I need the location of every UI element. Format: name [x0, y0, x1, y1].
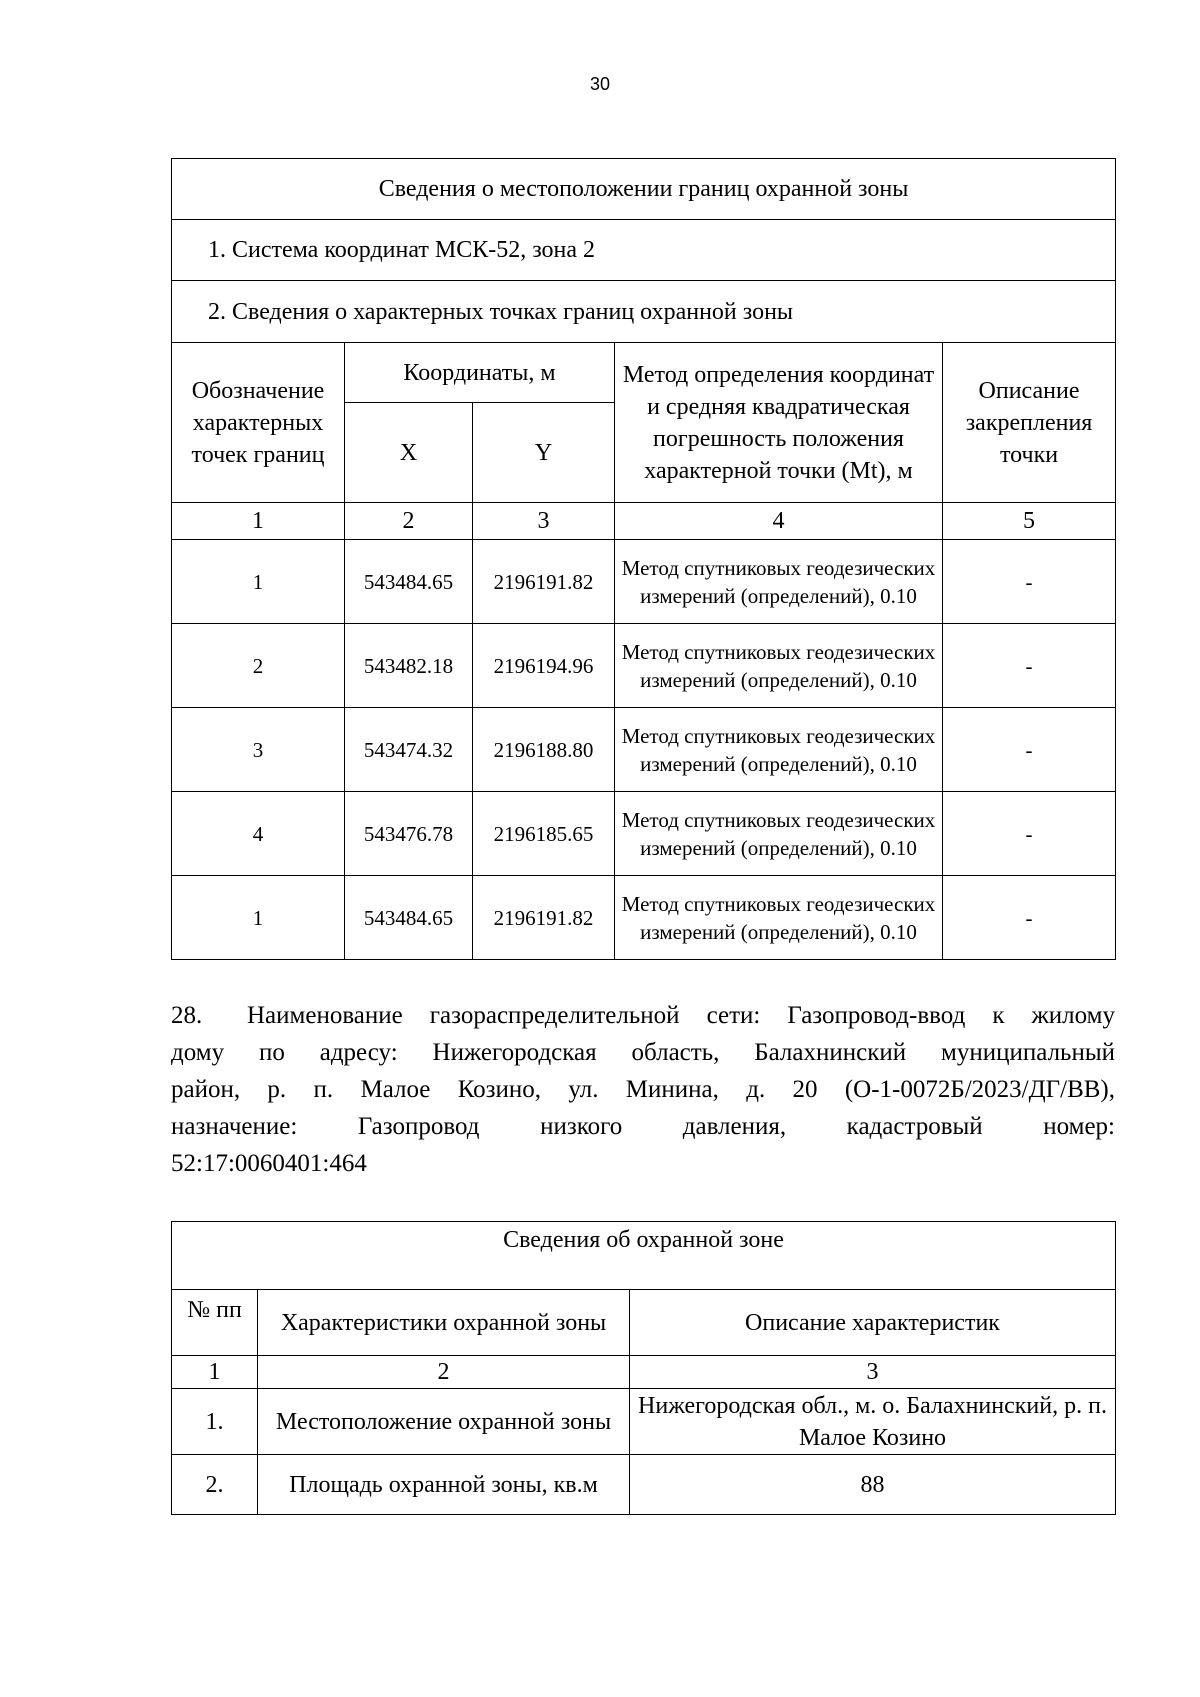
table-row: [172, 708, 1116, 792]
coord-system: 1. Система координат МСК-52, зона 2: [172, 220, 1116, 281]
paragraph-line: дому по адресу: Нижегородская область, Балахнинский муниципальный: [171, 1039, 1115, 1066]
point-x: 543482.18: [345, 624, 473, 708]
network-description-paragraph: [171, 997, 1115, 1182]
row-description: Нижегородская обл., м. о. Балахнинский, р. п. Малое Козино: [630, 1389, 1116, 1455]
page-number: 30: [589, 74, 611, 94]
point-method: Метод спутниковых геодезических измерений (определений), 0.10: [615, 540, 943, 624]
point-desc: -: [943, 876, 1116, 960]
table-row: [172, 876, 1116, 960]
point-method: Метод спутниковых геодезических измерений (определений), 0.10: [615, 624, 943, 708]
table2-title: Сведения об охранной зоне: [172, 1222, 1116, 1290]
protection-zone-table: [171, 1221, 1116, 1515]
table1-title: Сведения о местоположении границ охранной зоны: [172, 159, 1116, 220]
col-designation: Обозначение характерных точек границ: [172, 343, 345, 503]
col-method: Метод определения координат и средняя квадратическая погрешность положения характерной точки (Mt), м: [615, 343, 943, 503]
point-y: 2196188.80: [473, 708, 615, 792]
point-id: 3: [172, 708, 345, 792]
col-no: № пп: [172, 1290, 258, 1356]
point-method: Метод спутниковых геодезических измерений (определений), 0.10: [615, 792, 943, 876]
table-row: [172, 792, 1116, 876]
point-desc: -: [943, 792, 1116, 876]
point-x: 543484.65: [345, 540, 473, 624]
paragraph-line: район, р. п. Малое Козино, ул. Минина, д. 20 (О-1-0072Б/2023/ДГ/ВВ),: [171, 1076, 1115, 1103]
col-y: Y: [473, 403, 615, 503]
col-number: 3: [473, 503, 615, 540]
paragraph-line: назначение: Газопровод низкого давления, кадастровый номер:: [171, 1113, 1115, 1140]
points-heading: 2. Сведения о характерных точках границ охранной зоны: [172, 281, 1116, 343]
row-no: 1.: [172, 1389, 258, 1455]
point-id: 1: [172, 876, 345, 960]
point-method: Метод спутниковых геодезических измерений (определений), 0.10: [615, 708, 943, 792]
point-id: 2: [172, 624, 345, 708]
point-y: 2196185.65: [473, 792, 615, 876]
paragraph-line: Наименование газораспределительной сети: Газопровод-ввод к жилому: [247, 1002, 1115, 1029]
point-x: 543474.32: [345, 708, 473, 792]
row-no: 2.: [172, 1455, 258, 1515]
col-description: Описание закрепления точки: [943, 343, 1116, 503]
table-row: [172, 624, 1116, 708]
boundary-points-table: [171, 158, 1116, 960]
paragraph-number: 28.: [171, 1002, 203, 1029]
point-x: 543484.65: [345, 876, 473, 960]
table-row: [172, 1455, 1116, 1515]
col-number: 1: [172, 1356, 258, 1389]
row-description: 88: [630, 1455, 1116, 1515]
point-id: 1: [172, 540, 345, 624]
row-characteristic: Площадь охранной зоны, кв.м: [258, 1455, 630, 1515]
col-number: 5: [943, 503, 1116, 540]
row-characteristic: Местоположение охранной зоны: [258, 1389, 630, 1455]
col-number: 3: [630, 1356, 1116, 1389]
col-x: X: [345, 403, 473, 503]
point-desc: -: [943, 540, 1116, 624]
col-char-description: Описание характеристик: [630, 1290, 1116, 1356]
table-row: [172, 1389, 1116, 1455]
col-number: 2: [345, 503, 473, 540]
point-x: 543476.78: [345, 792, 473, 876]
col-characteristic: Характеристики охранной зоны: [258, 1290, 630, 1356]
cadastral-number: 52:17:0060401:464: [171, 1150, 367, 1177]
point-desc: -: [943, 624, 1116, 708]
point-desc: -: [943, 708, 1116, 792]
col-number: 4: [615, 503, 943, 540]
point-y: 2196194.96: [473, 624, 615, 708]
col-number: 2: [258, 1356, 630, 1389]
point-id: 4: [172, 792, 345, 876]
point-y: 2196191.82: [473, 540, 615, 624]
point-y: 2196191.82: [473, 876, 615, 960]
table-row: [172, 540, 1116, 624]
point-method: Метод спутниковых геодезических измерений (определений), 0.10: [615, 876, 943, 960]
col-coords: Координаты, м: [345, 343, 615, 403]
col-number: 1: [172, 503, 345, 540]
